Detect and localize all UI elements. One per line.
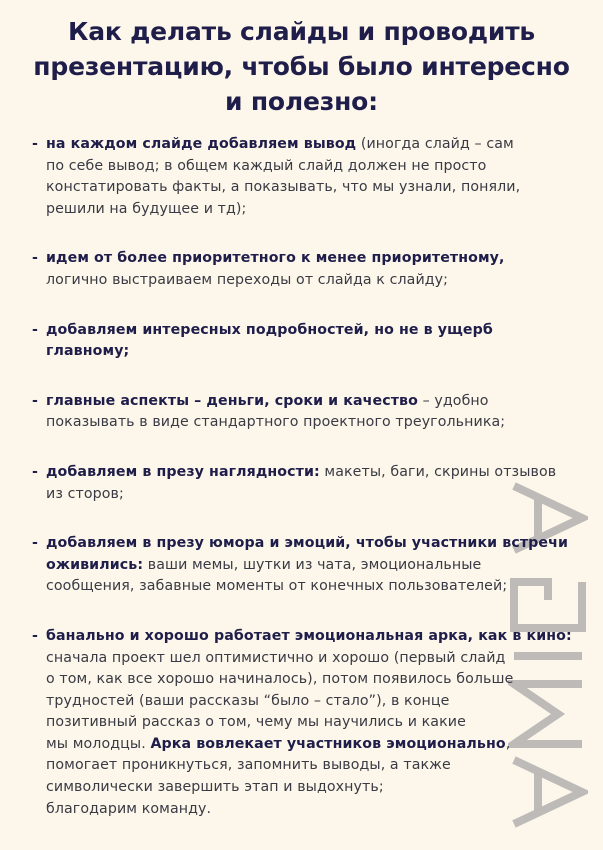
- item-line: констатировать факты, а показывать, что мы узнали, поняли,: [46, 179, 521, 196]
- item-line: добавляем интересных подробностей, но не в ущерб: [46, 321, 493, 338]
- item-line: из сторов;: [46, 485, 124, 502]
- list-item: [32, 134, 577, 220]
- list-item: [32, 391, 577, 434]
- item-line: добавляем в презу наглядности: макеты, баги, скрины отзывов: [46, 463, 557, 480]
- item-line: сообщения, забавные моменты от конечных пользователей;: [46, 578, 508, 595]
- list-item: [32, 462, 577, 505]
- item-line: по себе вывод; в общем каждый слайд должен не просто: [46, 157, 487, 174]
- item-line: идем от более приоритетного к менее приоритетному,: [46, 250, 505, 267]
- item-line: главному;: [46, 343, 130, 360]
- list-dash: -: [32, 535, 38, 552]
- item-line: мы молодцы. Арка вовлекает участников эмоционально,: [46, 735, 511, 752]
- item-line: показывать в виде стандартного проектного треугольника;: [46, 414, 506, 431]
- tips-list: [32, 134, 577, 820]
- list-dash: -: [32, 321, 38, 338]
- item-line: оживились: ваши мемы, шутки из чата, эмоциональные: [46, 556, 482, 573]
- list-dash: -: [32, 463, 38, 480]
- item-line: банально и хорошо работает эмоциональная арка, как в кино:: [46, 627, 572, 644]
- list-item: [32, 320, 577, 363]
- list-item: [32, 626, 577, 820]
- item-line: благодарим команду.: [46, 800, 212, 817]
- list-dash: -: [32, 136, 38, 152]
- list-item: [32, 533, 577, 598]
- item-line: символически завершить этап и выдохнуть;: [46, 779, 384, 796]
- page-title: [20, 14, 583, 119]
- item-line: главные аспекты – деньги, сроки и качество – удобно: [46, 392, 489, 409]
- title-line-1: Как делать слайды и проводить: [67, 17, 536, 46]
- list-dash: -: [32, 250, 38, 267]
- title-line-2: презентацию, чтобы было интересно: [33, 52, 570, 81]
- item-line: на каждом слайде добавляем вывод (иногда слайд – сам: [46, 136, 514, 152]
- item-line: добавляем в презу юмора и эмоций, чтобы участники встречи: [46, 535, 569, 552]
- list-dash: -: [32, 627, 38, 644]
- item-line: логично выстраиваем переходы от слайда к слайду;: [46, 271, 449, 288]
- item-line: решили на будущее и тд);: [46, 200, 247, 217]
- list-item: [32, 248, 577, 291]
- item-line: помогает проникнуться, запомнить выводы, а также: [46, 757, 451, 774]
- item-line: сначала проект шел оптимистично и хорошо (первый слайд: [46, 649, 506, 666]
- item-line: о том, как все хорошо начиналось), потом появилось больше: [46, 671, 514, 688]
- item-line: трудностей (ваши рассказы “было – стало”), в конце: [46, 692, 450, 709]
- item-line: позитивный рассказ о том, чему мы научились и какие: [46, 714, 466, 731]
- title-line-3: и полезно:: [225, 87, 378, 116]
- list-dash: -: [32, 392, 38, 409]
